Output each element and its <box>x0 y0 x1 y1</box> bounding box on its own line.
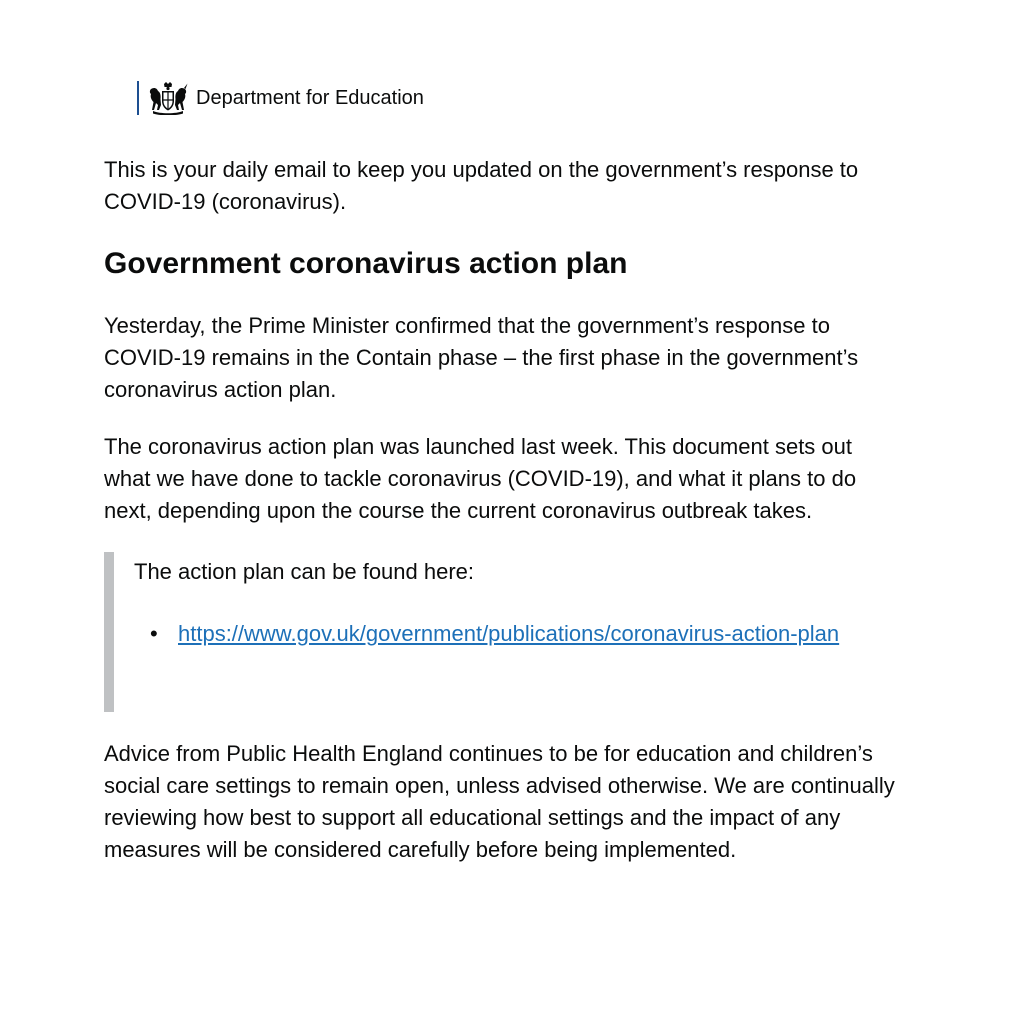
section-heading: Government coronavirus action plan <box>104 247 628 280</box>
action-plan-paragraph: The coronavirus action plan was launched last week. This document sets out what we have done to tackle coronavirus (COVID-19), and what it plans to do next, depending upon the course the current coronavirus outbreak takes. <box>104 434 857 523</box>
phe-advice-paragraph: Advice from Public Health England continues to be for education and children’s social care settings to remain open, unless advised otherwise. We are continually reviewing how best to support all educational settings and the impact of any measures will be considered carefully before being implemented. <box>104 741 895 862</box>
intro-paragraph: This is your daily email to keep you updated on the government’s response to COVID-19 (coronavirus). <box>104 157 859 214</box>
header-divider <box>137 81 139 115</box>
bullet-icon: • <box>150 621 158 646</box>
inset-text-block <box>104 552 894 712</box>
royal-crest-icon <box>148 81 188 115</box>
email-body <box>104 154 904 891</box>
org-name: Department for Education <box>196 87 424 109</box>
inset-text: The action plan can be found here: <box>134 559 475 584</box>
action-plan-link[interactable]: https://www.gov.uk/government/publications/coronavirus-action-plan <box>178 621 840 646</box>
contain-phase-paragraph: Yesterday, the Prime Minister confirmed that the government’s response to COVID-19 remains in the Contain phase – the first phase in the government’s coronavirus action plan. <box>104 313 859 402</box>
link-list <box>134 618 894 650</box>
list-item <box>134 618 894 650</box>
email-header <box>137 80 424 116</box>
